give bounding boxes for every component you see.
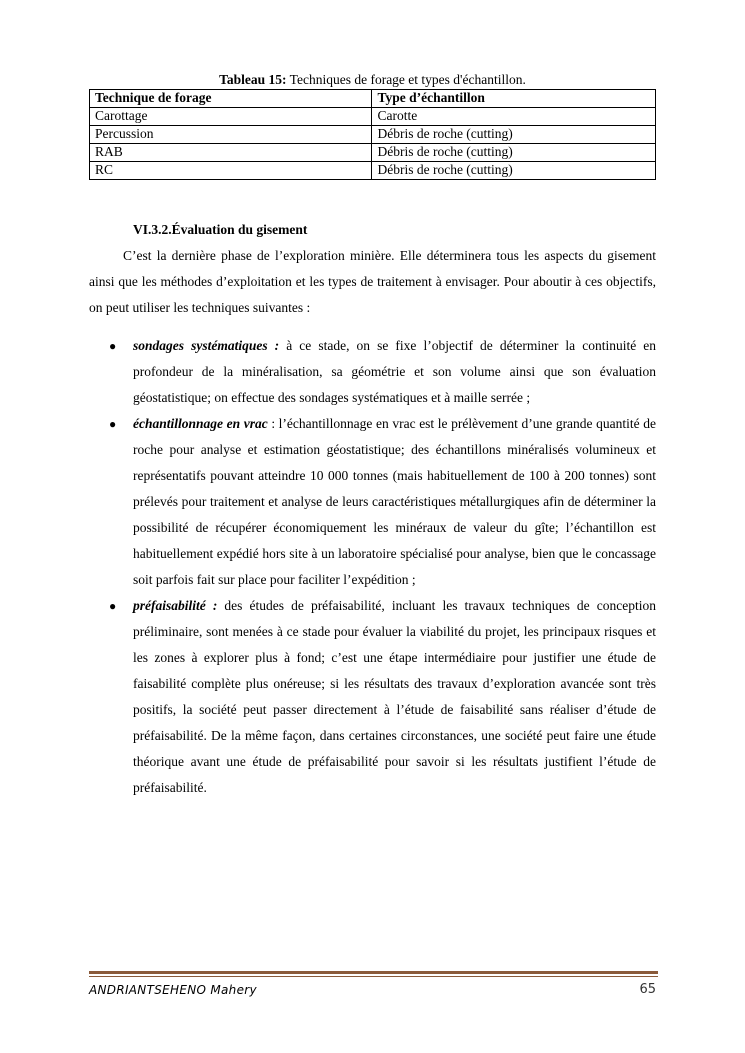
list-item [89, 593, 656, 801]
table-cell-sample-type: Débris de roche (cutting) [372, 162, 656, 180]
list-item-term: préfaisabilité : [133, 598, 218, 613]
list-item-term: sondages systématiques : [133, 338, 280, 353]
table-cell-technique: Percussion [90, 126, 372, 144]
section-heading: VI.3.2.Évaluation du gisement [133, 222, 308, 237]
footer-rule-thick [89, 971, 658, 974]
techniques-list [89, 333, 656, 801]
list-item-term: échantillonnage en vrac [133, 416, 268, 431]
table-cell-sample-type: Carotte [372, 108, 656, 126]
table-cell-technique: Carottage [90, 108, 372, 126]
list-item [89, 333, 656, 411]
table-header-row [90, 90, 656, 108]
footer-rule-thin [89, 976, 658, 977]
table-caption-text: Techniques de forage et types d'échantillon. [286, 72, 526, 87]
table-cell-technique: RAB [90, 144, 372, 162]
bullet-icon: ● [109, 339, 117, 353]
column-header-technique: Technique de forage [90, 90, 372, 108]
table-caption-label: Tableau 15: [219, 72, 287, 87]
footer-author: ANDRIANTSEHENO Mahery [89, 983, 257, 997]
table-cell-sample-type: Débris de roche (cutting) [372, 144, 656, 162]
column-header-sample-type: Type d’échantillon [372, 90, 656, 108]
list-item [89, 411, 656, 593]
list-item-text: à ce stade, on se fixe l’objectif de déterminer la continuité en profondeur de la minéralisation, sa géométrie et son volume ainsi que son évaluation géostatistique; on effectue des sondages systématiques et à maille serrée ; [133, 338, 656, 405]
table-cell-sample-type: Débris de roche (cutting) [372, 126, 656, 144]
list-item-text: : l’échantillonnage en vrac est le prélèvement d’une grande quantité de roche pour analyse et estimation géostatistique; des échantillons minéralisés volumineux et représentatifs pouvant atteindre 10 000 tonnes (mais habituellement de 100 à 200 tonnes) sont prélevés pour traitement et analyse de leurs caractéristiques métallurgiques afin de déterminer la possibilité de récupérer économiquement les minéraux de valeur du gîte; l’échantillon est habituellement expédié hors site à un laboratoire spécialisé pour analyse, bien que le concassage soit parfois fait sur place pour faciliter l’expédition ; [133, 416, 656, 587]
list-item-text: des études de préfaisabilité, incluant les travaux techniques de conception préliminaire, sont menées à ce stade pour évaluer la viabilité du projet, les principaux risques et les zones à explorer plus à fond; c’est une étape intermédiaire pour justifier une étude de faisabilité complète plus onéreuse; si les résultats des travaux d’exploration avancée sont très positifs, la société peut passer directement à l’étude de faisabilité sans réaliser d’étude de préfaisabilité. De la même façon, dans certaines circonstances, une société peut faire une étude théorique avant une étude de préfaisabilité pour savoir si les résultats justifient l’étude de préfaisabilité. [133, 598, 656, 795]
table-row [90, 108, 656, 126]
page-number: 65 [639, 982, 656, 997]
intro-paragraph: C’est la dernière phase de l’exploration minière. Elle déterminera tous les aspects du gisement ainsi que les méthodes d’exploitation et les types de traitement à envisager. Pour aboutir à ces objectifs, on peut utiliser les techniques suivantes : [89, 248, 656, 315]
table-caption [89, 71, 656, 88]
table-row [90, 126, 656, 144]
drilling-techniques-table [89, 89, 656, 180]
bullet-icon: ● [109, 417, 117, 431]
bullet-icon: ● [109, 599, 117, 613]
table-row [90, 162, 656, 180]
table-cell-technique: RC [90, 162, 372, 180]
table-row [90, 144, 656, 162]
